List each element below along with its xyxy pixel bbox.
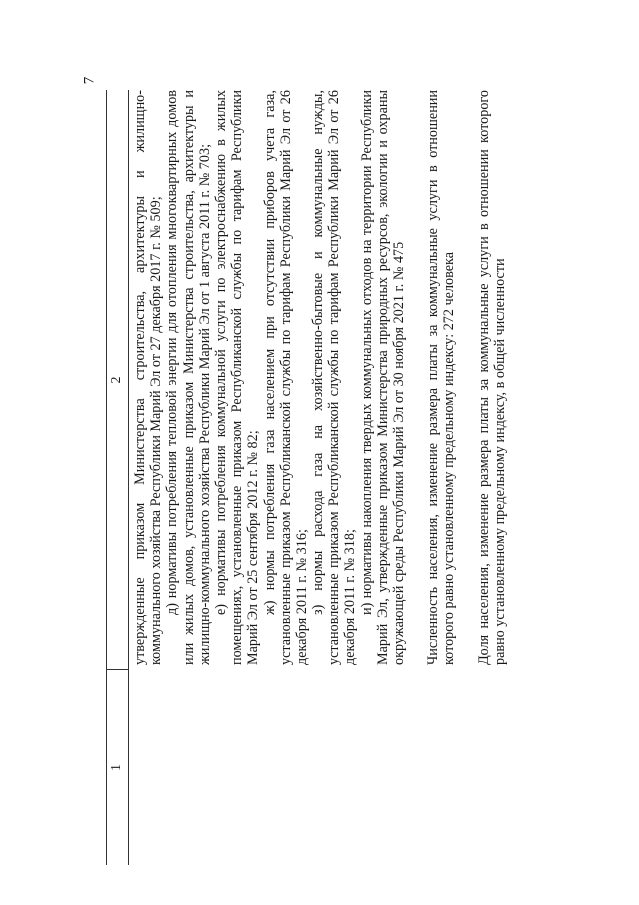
column-number-1: 1 <box>109 764 124 771</box>
paragraph-zh-gas-consumption: ж) нормы потребления газа населением при отсутствии приборов учета газа, установленные приказом Республиканской службы по тарифам Республики Марий Эл от 26 декабря 2011 г. № 316; <box>261 90 310 665</box>
table-top-rule <box>106 90 107 865</box>
paragraph-approved-order: утвержденные приказом Министерства строительства, архитектуры и жилищно-коммунального хозяйства Республики Марий Эл от 27 декабря 2017 г. № 509; <box>132 90 165 665</box>
rotated-table <box>106 90 556 865</box>
table-header-rule <box>128 90 129 865</box>
page-number: 7 <box>81 76 98 85</box>
paragraph-i-solid-waste: и) нормативы накопления твердых коммунальных отходов на территории Республики Марий Эл, утвержденные приказом Министерства природных ресурсов, экологии и охраны окружающей среды Республики Марий Эл от 30 ноября 2021 г. № 475 <box>358 90 407 665</box>
table-cell-text <box>132 90 508 665</box>
paragraph-population-count: Численность населения, изменение размера платы за коммунальные услуги в отношении которого равно установленному предельному индексу: 272 человека <box>425 90 458 665</box>
paragraph-d-heating: д) нормативы потребления тепловой энергии для отопления многоквартирных домов или жилых домов, установленные приказом Министерства строительства, архитектуры и жилищно-коммунального хозяйства Республики Марий Эл от 1 августа 2011 г. № 703; <box>164 90 213 665</box>
paragraph-z-gas-household: з) нормы расхода газа на хозяйственно-бытовые и коммунальные нужды, установленные приказом Республиканской службы по тарифам Республики Марий Эл от 26 декабря 2011 г. № 318; <box>310 90 359 665</box>
column-number-2: 2 <box>109 376 124 384</box>
paragraph-e-electricity: е) нормативы потребления коммунальной услуги по электроснабжению в жилых помещениях, установленные приказом Республиканской службы по тарифам Республики Марий Эл от 25 сентября 2012 г. № 82; <box>212 90 262 665</box>
paragraph-population-share: Доля населения, изменение размера платы за коммунальные услуги в отношении которого равно установленному предельному индексу, в общей численности <box>475 90 508 665</box>
